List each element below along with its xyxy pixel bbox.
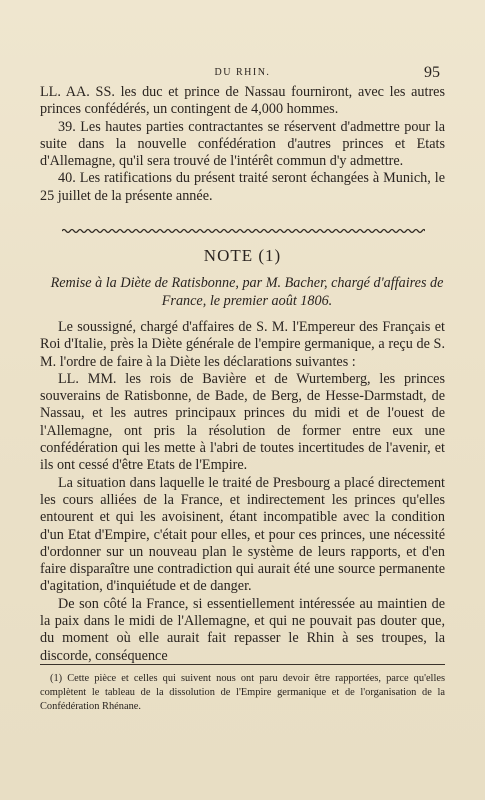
page-number: 95 bbox=[424, 64, 440, 81]
article-paragraph: 39. Les hautes parties contractantes se réservent d'admettre pour la suite dans la nouvelle confédération d'autres princes et Etats d'Allemagne, qu'il sera trouvé de l'intérêt commun d'y admettre. bbox=[40, 118, 445, 170]
footnote-text: (1) Cette pièce et celles qui suivent nous ont paru devoir être rapportées, parce qu'elles complètent le tableau de la dissolution de l'Empire germanique et de l'organisation de la Confédération Rhénane. bbox=[40, 673, 445, 712]
body-paragraph: De son côté la France, si essentiellement intéressée au maintien de la paix dans le midi de l'Allemagne, et qui ne pouvait pas douter que, du moment où elle aurait fait repasser le Rhin à ses troupes, la discorde, conséquence bbox=[40, 595, 445, 664]
running-head bbox=[0, 64, 485, 84]
running-title: DU RHIN. bbox=[214, 67, 271, 78]
decorative-separator bbox=[62, 228, 425, 234]
body-paragraph: Le soussigné, chargé d'affaires de S. M. l'Empereur des Français et Roi d'Italie, près la Diète générale de l'empire germanique, a reçu de S. M. l'ordre de faire à la Diète les déclarations suivantes : bbox=[40, 319, 445, 370]
body-paragraph: La situation dans laquelle le traité de Presbourg a placé directement les cours alliées de la France, et indirectement les princes qu'elles entourent et qui les avoisinent, étant incompatible avec la condition d'un Etat d'Empire, c'était pour elles, et pour ces princes, une nécessité d'ordonner sur un nouveau plan le système de leurs rapports, et d'en faire disparaître une contradiction qui aurait été une source permanente d'agitation, d'inquiétude et de danger. bbox=[40, 474, 445, 595]
footnote-rule bbox=[40, 664, 445, 665]
note-subtitle: Remise à la Diète de Ratisbonne, par M. Bacher, chargé d'affaires de France, le premier août 1806. bbox=[50, 275, 444, 309]
article-paragraph: 40. Les ratifications du présent traité seront échangées à Munich, le 25 juillet de la présente année. bbox=[40, 170, 445, 204]
article-paragraph: LL. AA. SS. les duc et prince de Nassau fourniront, avec les autres princes confédérés, un contingent de 4,000 hommes. bbox=[40, 84, 445, 118]
body-paragraph: LL. MM. les rois de Bavière et de Wurtemberg, les princes souverains de Ratisbonne, de Bade, de Berg, de Hesse-Darmstadt, de Nassau, et les autres principaux princes du midi et de l'ouest de l'Allemagne, ont pris la résolution de former entre eux une confédération qui les mette à l'abri de toutes incertitudes de l'avenir, et ils ont cessé d'être Etats de l'Empire. bbox=[40, 370, 445, 474]
note-heading: NOTE (1) bbox=[203, 246, 282, 265]
footnote bbox=[40, 672, 445, 714]
declaration-text bbox=[40, 319, 445, 665]
treaty-articles bbox=[40, 84, 445, 205]
